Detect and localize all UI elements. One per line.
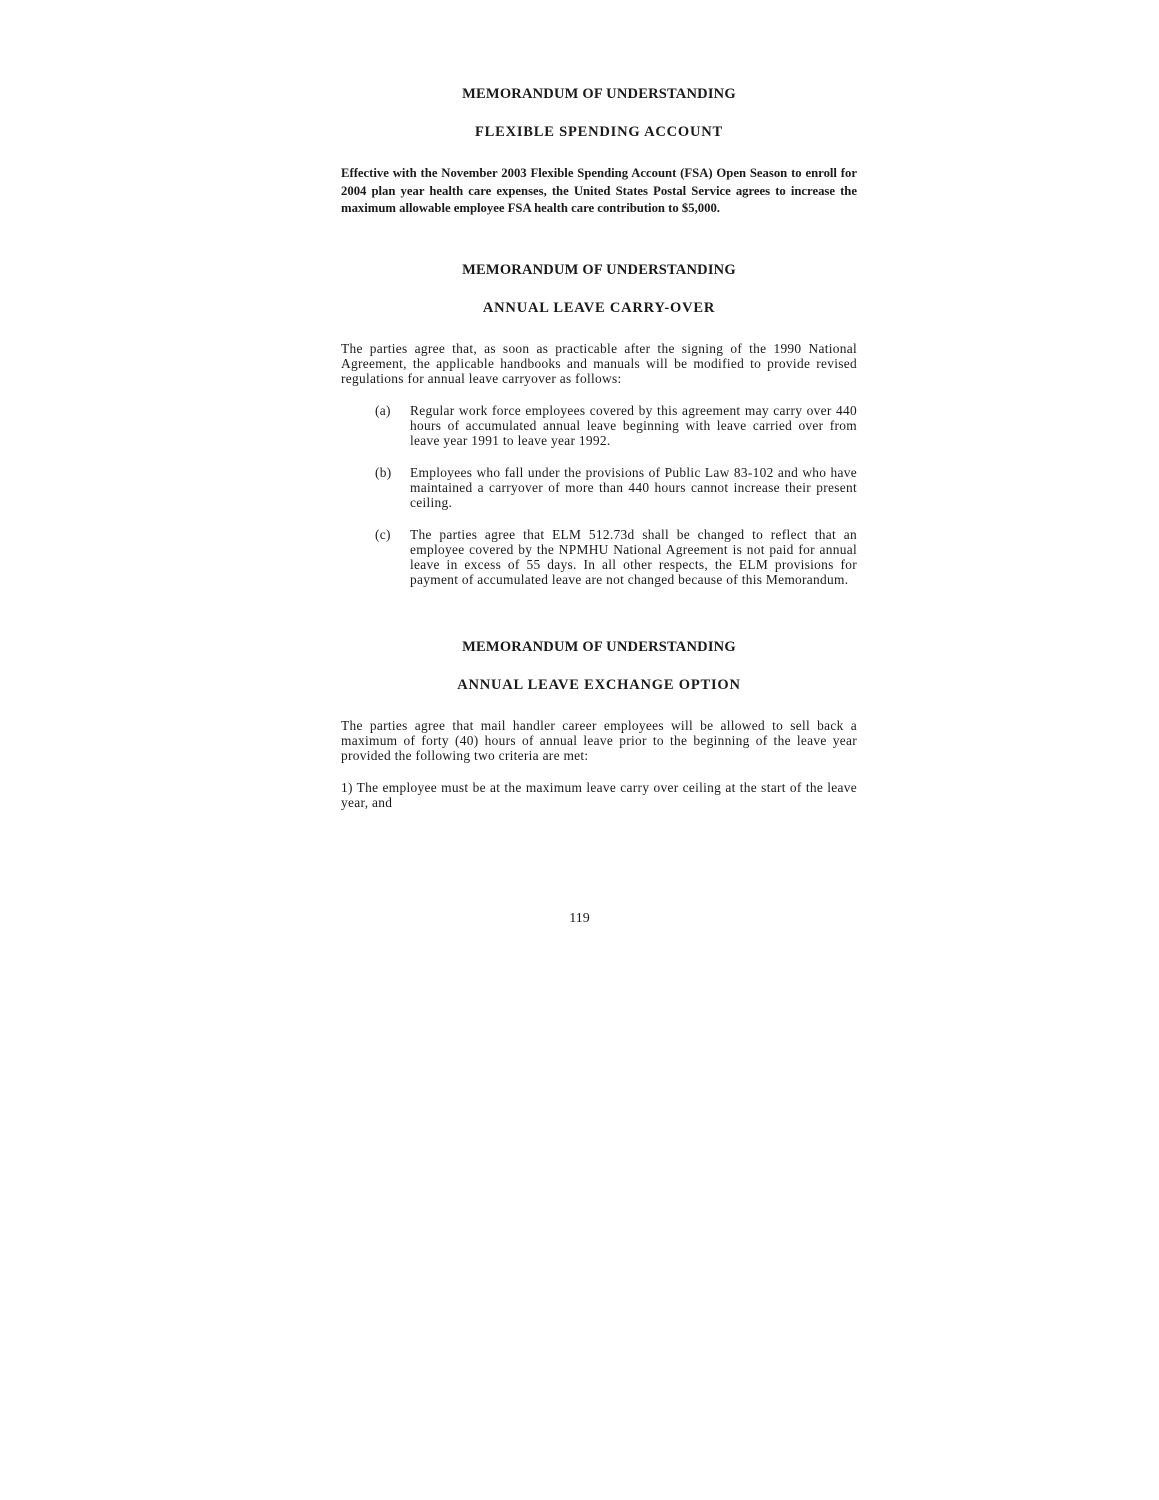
section-subheading-fsa: FLEXIBLE SPENDING ACCOUNT <box>474 124 723 140</box>
list-item <box>375 527 857 587</box>
list-item <box>375 465 857 510</box>
section-heading-carryover: MEMORANDUM OF UNDERSTANDING <box>462 261 736 278</box>
exchange-paragraph: The parties agree that mail handler career employees will be allowed to sell back a maximum of forty (40) hours of annual leave prior to the beginning of the leave year provided the following two criteria are met: <box>341 717 857 763</box>
carryover-paragraph: The parties agree that, as soon as practicable after the signing of the 1990 National Agreement, the applicable handbooks and manuals will be modified to provide revised regulations for annual leave carryover as follows: <box>341 340 857 386</box>
section-heading-fsa: MEMORANDUM OF UNDERSTANDING <box>462 86 736 102</box>
document-page <box>341 84 857 810</box>
list-item-text: The parties agree that ELM 512.73d shall be changed to reflect that an employee covered by the NPMHU National Agreement is not paid for annual leave in excess of 55 days. In all other respects, the ELM provisions for payment of accumulated leave are not changed because of this Memorandum. <box>410 526 857 587</box>
list-item-label: (b) <box>375 464 392 480</box>
list-item-label: (a) <box>375 402 391 418</box>
section-subheading-exchange: ANNUAL LEAVE EXCHANGE OPTION <box>457 676 741 693</box>
list-item-text: Regular work force employees covered by this agreement may carry over 440 hours of accumulated annual leave beginning with leave carried over from leave year 1991 to leave year 1992. <box>410 402 857 448</box>
fsa-paragraph: Effective with the November 2003 Flexible Spending Account (FSA) Open Season to enroll for 2004 plan year health care expenses, the United States Postal Service agrees to increase the maximum allowable employee FSA health care contribution to $5,000. <box>341 166 857 215</box>
exchange-criterion: 1) The employee must be at the maximum leave carry over ceiling at the start of the leave year, and <box>341 779 857 810</box>
section-heading-exchange: MEMORANDUM OF UNDERSTANDING <box>462 638 736 655</box>
list-item-text: Employees who fall under the provisions of Public Law 83-102 and who have maintained a carryover of more than 440 hours cannot increase their present ceiling. <box>410 464 857 510</box>
page-number: 119 <box>569 911 590 926</box>
list-item-label: (c) <box>375 526 391 542</box>
list-item <box>375 403 857 448</box>
section-subheading-carryover: ANNUAL LEAVE CARRY-OVER <box>482 299 716 316</box>
